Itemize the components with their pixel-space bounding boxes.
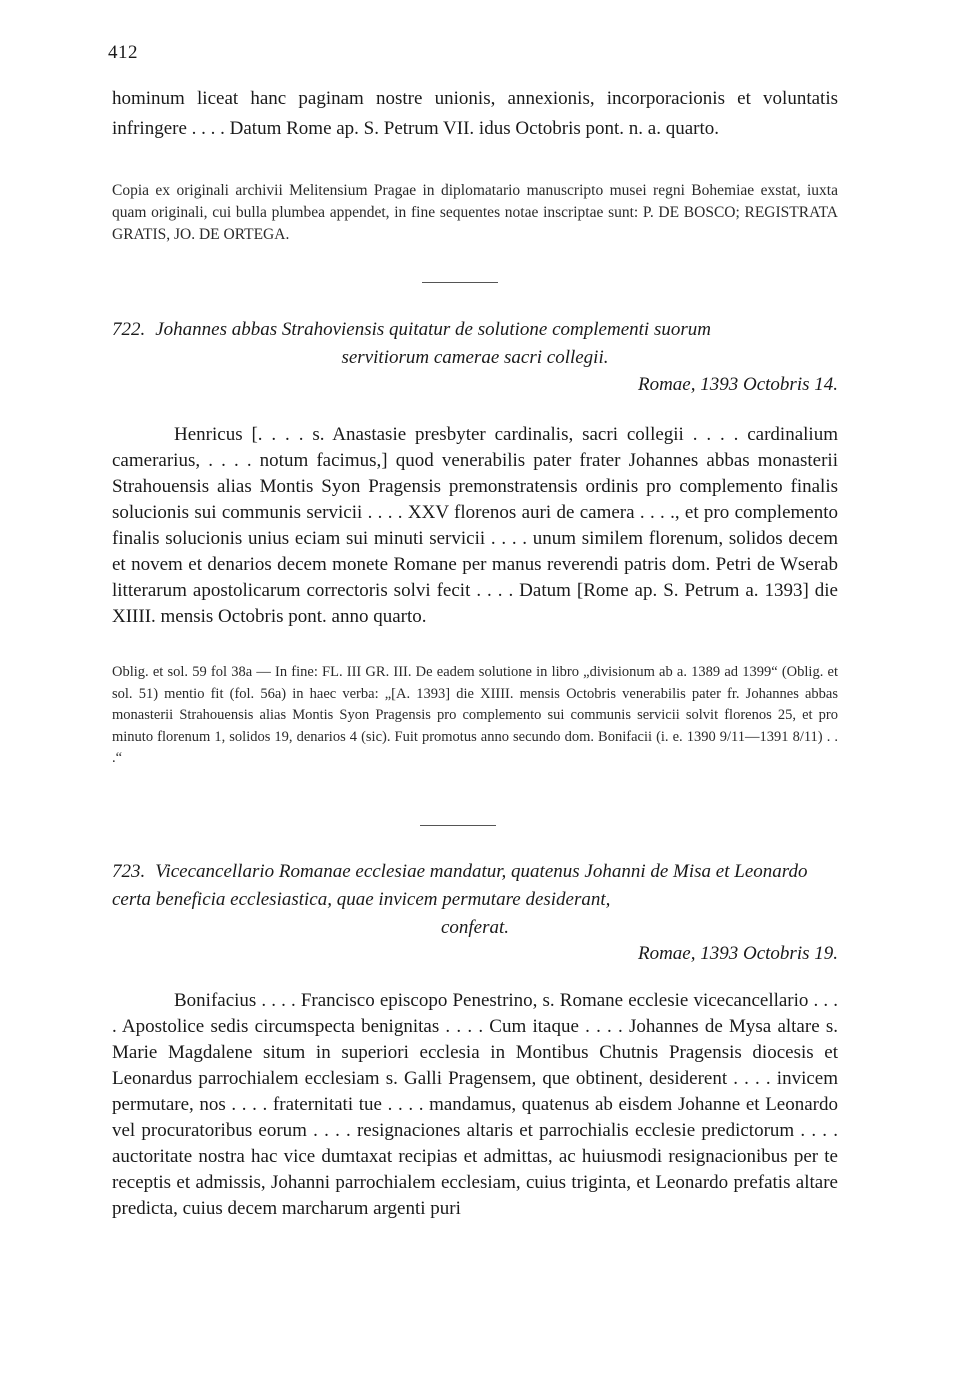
continuation-paragraph: hominum liceat hanc paginam nostre unionis, annexionis, incorporacionis et voluntatis infringere . . . . Datum Rome ap. S. Petrum VII. idus Octobris pont. n. a. quarto. xyxy=(112,88,838,139)
entry-722-note: Oblig. et sol. 59 fol 38a — In fine: FL. III GR. III. De eadem solutione in libro „divisionum ab a. 1389 ad 1399“ (Oblig. et sol. 51) mentio fit (fol. 56a) in haec verba: „[A. 1393] die XIIII. mensis Octobris venerabilis pater fr. Johannes abbas monasterii Strahouensis alias Montis Syon Pragensis pro complemento sui communis servicii solvit florenos 25, et pro minuto florenum 1, solidos 19, denarios 4 (sic). Fuit promotus anno secundo dom. Bonifacii (i. e. 1390 9/11—1391 8/11) . . .“ xyxy=(112,664,838,766)
section-divider xyxy=(420,825,496,826)
entry-723-date: Romae, 1393 Octobris 19. xyxy=(637,943,838,964)
entry-722-number: 722. xyxy=(112,319,146,340)
entry-722-text: Henricus [. . . . s. Anastasie presbyter cardinalis, sacri collegii . . . . cardinalium camerarius, . . . . notum facimus,] quod venerabilis pater frater Johannes abbas monasterii Strahouensis alias Montis Syon Pragensis premonstratensis ordinis pro complemento finalis solucionis sui communis servicii . . . . XXV florenos auri de camera . . . ., et pro complemento finalis solucionis unius eciam sui minuti servicii . . . . unum similem florenum, solidos decem et novem et denarios decem monete Romane per manus reverendi patris dom. Petri de Wserab litterarum apostolicarum correctoris solvi fecit . . . . Datum [Rome ap. S. Petrum a. 1393] die XIIII. mensis Octobris pont. anno quarto. xyxy=(112,424,838,627)
entry-723-title-line2: conferat. xyxy=(440,917,510,938)
source-note: Copia ex originali archivii Melitensium Pragae in diplomatario manuscripto musei regni Bohemiae exstat, iuxta quam originali, cui bulla plumbea appendet, in fine sequentes notae inscriptae sunt: P. DE BOSCO; REGISTRATA GRATIS, JO. DE ORTEGA. xyxy=(112,182,838,243)
section-divider xyxy=(422,282,498,283)
entry-723-title-line1: Vicecancellario Romanae ecclesiae mandatur, quatenus Johanni de Misa et Leonardo certa beneficia ecclesiastica, quae invicem permutare desiderant, xyxy=(112,861,808,910)
entry-723-text: Bonifacius . . . . Francisco episcopo Penestrino, s. Romane ecclesie vicecancellario . . . . Apostolice sedis circumspecta benignitas . . . . Cum itaque . . . . Johannes de Mysa altare s. Marie Magdalene situm in superiori ecclesia in Montibus Chutnis Pragensis diocesis et Leonardus parrochialem ecclesiam s. Galli Pragensem, que obtinent, desiderent . . . . invicem permutare, nos . . . . fraternitati tue . . . . mandamus, quatenus ab eisdem Johanne et Leonardo vel procuratoribus eorum . . . . resignaciones altaris et parrochialis ecclesie predictorum . . . . auctoritate nostra hac vice dumtaxat recipias et admittas, ac huiusmodi resignacionibus per te receptis et admissis, Johanni parrochialem ecclesiam, cuius triginta, et Leonardo prefatis altare predicta, cuius decem marcharum argenti puri xyxy=(112,990,838,1219)
entry-722-heading xyxy=(112,316,838,372)
page-number: 412 xyxy=(108,42,138,63)
entry-723-number: 723. xyxy=(112,861,146,882)
entry-722-date: Romae, 1393 Octobris 14. xyxy=(637,374,838,395)
entry-723-heading xyxy=(112,858,838,942)
entry-722-title-line2: servitiorum camerae sacri collegii. xyxy=(341,347,609,368)
entry-722-title-line1: Johannes abbas Strahoviensis quitatur de solutione complementi suorum xyxy=(155,319,711,340)
